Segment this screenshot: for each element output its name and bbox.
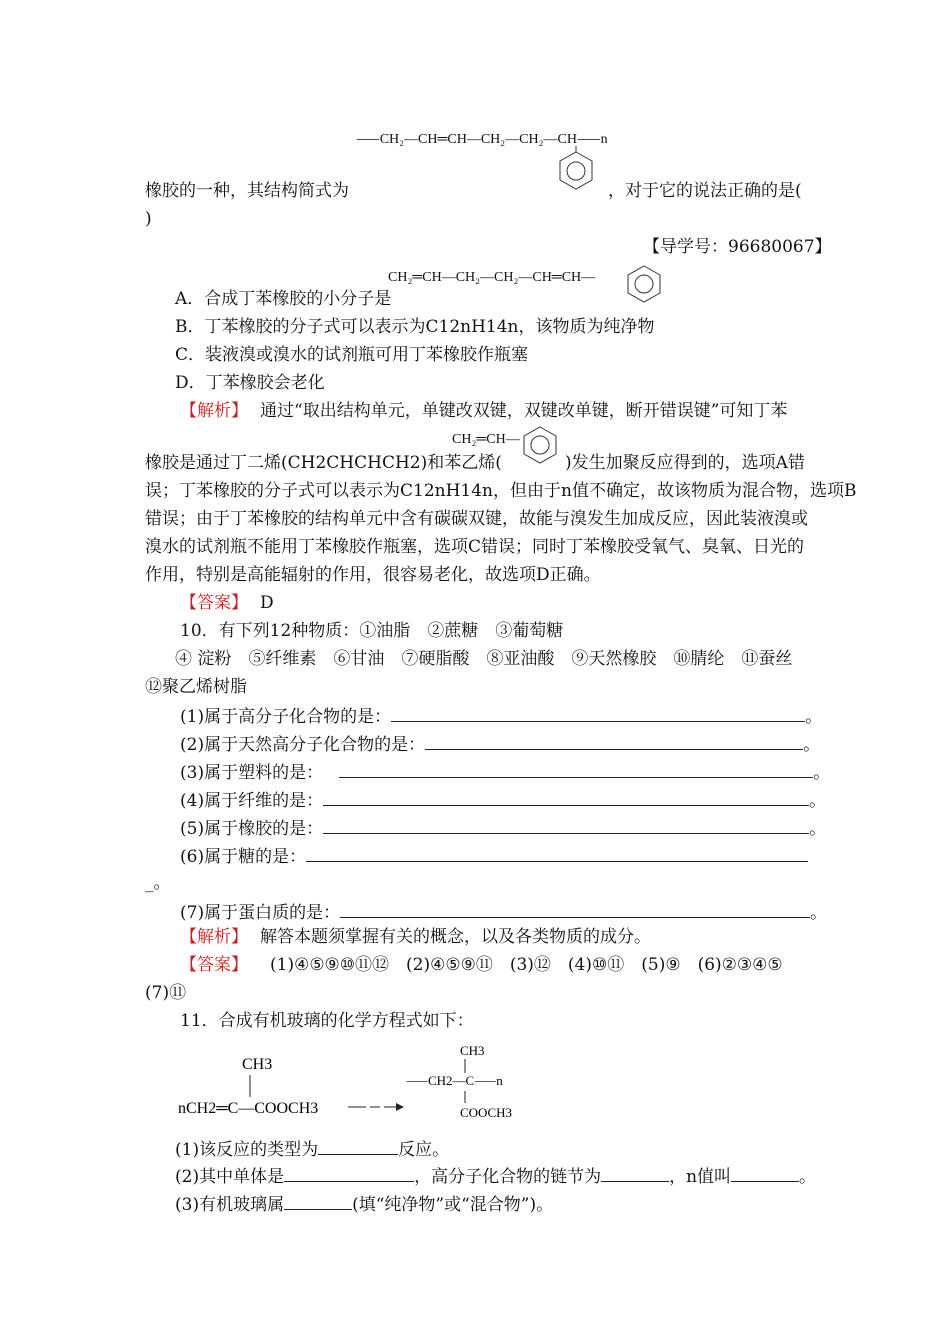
q10-stem-2: ④ 淀粉 ⑤纤维素 ⑥甘油 ⑦硬脂酸 ⑧亚油酸 ⑨天然橡胶 ⑩腈纶 ⑪蚕丝 xyxy=(175,649,793,669)
answer-tag: 【答案】 xyxy=(180,955,248,975)
q9-answer: D xyxy=(260,593,274,613)
q10-answer-1: (1)④⑤⑨⑩⑪⑫ (2)④⑤⑨⑪ (3)⑫ (4)⑩⑪ (5)⑨ (6)②③④⑤ xyxy=(270,955,783,975)
answer-blank[interactable] xyxy=(323,816,809,834)
option-c: C．装液溴或溴水的试剂瓶可用丁苯橡胶作瓶塞 xyxy=(175,345,529,365)
q9-analysis-line-2a: 橡胶是通过丁二烯(CH2CHCHCH2)和苯乙烯( xyxy=(145,453,502,473)
q9-analysis-line-2b: )发生加聚反应得到的，选项A错 xyxy=(565,453,805,473)
option-b: B．丁苯橡胶的分子式可以表示为C12nH14n，该物质为纯净物 xyxy=(175,317,655,337)
q11-sub-3-label: (3)有机玻璃属 xyxy=(175,1195,285,1215)
answer-blank[interactable] xyxy=(425,732,803,750)
q10-sub-1 xyxy=(180,704,822,728)
q10-sub-7-label: (7)属于蛋白质的是： xyxy=(180,903,341,923)
q9-stem-a: 橡胶的一种，其结构简式为 xyxy=(145,181,349,201)
analysis-tag: 【解析】 xyxy=(180,401,248,421)
answer-blank[interactable] xyxy=(340,900,810,918)
guide-number: 【导学号：96680067】 xyxy=(643,237,832,257)
eq-ch3: CH3 xyxy=(242,1056,273,1073)
end-mark: 。 xyxy=(803,735,821,755)
polymer-structure-formula: ⸺CH₂—CH═CH—CH₂—CH₂—CH⸺n xyxy=(356,132,608,147)
q11-sub-3 xyxy=(175,1192,553,1216)
q10-sub-5 xyxy=(180,816,826,840)
q10-sub-6-label: (6)属于糖的是： xyxy=(180,847,307,867)
analysis-tag: 【解析】 xyxy=(180,927,248,947)
q9-analysis-line-1: 通过“取出结构单元，单键改双键，双键改单键，断开错误键”可知丁苯 xyxy=(260,401,788,421)
q10-sub-4 xyxy=(180,788,826,812)
q11-sub-2-n: ，n值叫 xyxy=(669,1167,732,1187)
q9-analysis-line-5: 溴水的试剂瓶不能用丁苯橡胶作瓶塞，选项C错误；同时丁苯橡胶受氧气、臭氧、日光的 xyxy=(145,537,805,557)
q9-analysis-line-3: 误；丁苯橡胶的分子式可以表示为C12nH14n，但由于n值不确定，故该物质为混合物，选项B xyxy=(145,481,857,501)
answer-blank[interactable] xyxy=(284,1164,414,1182)
q10-sub-6 xyxy=(180,844,808,868)
q10-sub-3 xyxy=(180,760,830,784)
eq-product-ch3: CH3 xyxy=(460,1045,485,1058)
eq-product-chain: ⸺CH2—C⸺n xyxy=(406,1073,503,1088)
end-mark: 。 xyxy=(813,763,831,783)
answer-blank[interactable] xyxy=(284,1192,352,1210)
answer-blank[interactable] xyxy=(601,1164,669,1182)
q9-analysis-line-6: 作用，特别是高能辐射的作用，很容易老化，故选项D正确。 xyxy=(145,565,601,585)
end-mark: 。 xyxy=(809,791,827,811)
end-mark: 。 xyxy=(809,819,827,839)
q10-stem-1: 10．有下列12种物质：①油脂 ②蔗糖 ③葡萄糖 xyxy=(180,621,564,641)
end-mark: 。 xyxy=(805,707,823,727)
answer-blank[interactable] xyxy=(339,760,813,778)
q10-sub-4-label: (4)属于纤维的是： xyxy=(180,791,324,811)
q10-sub-7 xyxy=(180,900,827,924)
q11-sub-1-end: 反应。 xyxy=(398,1140,450,1160)
q11-sub-2-label: (2)其中单体是 xyxy=(175,1167,285,1187)
answer-tag: 【答案】 xyxy=(180,593,248,613)
styrene-formula: CH₂═CH— xyxy=(452,432,520,447)
answer-blank[interactable] xyxy=(318,1137,398,1155)
option-a: A．合成丁苯橡胶的小分子是 xyxy=(175,289,392,309)
benzene-ring-icon xyxy=(624,264,664,304)
q9-stem-c: ) xyxy=(145,209,152,229)
q10-sub-5-label: (5)属于橡胶的是： xyxy=(180,819,324,839)
q11-sub-3-end: (填“纯净物”或“混合物”)。 xyxy=(352,1195,554,1215)
q10-sub-2 xyxy=(180,732,820,756)
q11-sub-2 xyxy=(175,1164,816,1188)
q10-sub-2-label: (2)属于天然高分子化合物的是： xyxy=(180,735,426,755)
q9-stem-b: ，对于它的说法正确的是( xyxy=(608,181,802,201)
benzene-ring-icon xyxy=(520,425,560,465)
q10-sub-3-label: (3)属于塑料的是： xyxy=(180,763,324,783)
answer-blank[interactable] xyxy=(391,704,805,722)
answer-blank[interactable] xyxy=(306,844,808,862)
monomer-formula: CH₂═CH—CH₂—CH₂—CH═CH— xyxy=(388,270,596,285)
answer-blank[interactable] xyxy=(323,788,809,806)
q10-sub-1-label: (1)属于高分子化合物的是： xyxy=(180,707,392,727)
q10-analysis: 解答本题须掌握有关的概念，以及各类物质的成分。 xyxy=(260,927,651,947)
eq-product-cooch3: COOCH3 xyxy=(460,1105,513,1120)
reaction-equation xyxy=(170,1045,530,1125)
q11-sub-1 xyxy=(175,1137,449,1161)
benzene-ring-icon xyxy=(556,146,596,194)
q11-sub-2-end: 。 xyxy=(799,1167,817,1187)
q11-stem: 11．合成有机玻璃的化学方程式如下： xyxy=(180,1011,474,1031)
q11-sub-2-mid: ，高分子化合物的链节为 xyxy=(414,1167,602,1187)
eq-left: nCH2═C—COOCH3 xyxy=(178,1100,319,1117)
option-d: D．丁苯橡胶会老化 xyxy=(175,373,325,393)
q9-analysis-line-4: 错误；由于丁苯橡胶的结构单元中含有碳碳双键，故能与溴发生加成反应，因此装液溴或 xyxy=(145,509,808,529)
q11-sub-1-label: (1)该反应的类型为 xyxy=(175,1140,319,1160)
q10-stem-3: ⑫聚乙烯树脂 xyxy=(145,677,247,697)
answer-blank[interactable] xyxy=(731,1164,799,1182)
q10-sub-6-end: _。 xyxy=(145,873,171,893)
end-mark: 。 xyxy=(810,903,828,923)
q10-answer-2: (7)⑪ xyxy=(145,983,187,1003)
